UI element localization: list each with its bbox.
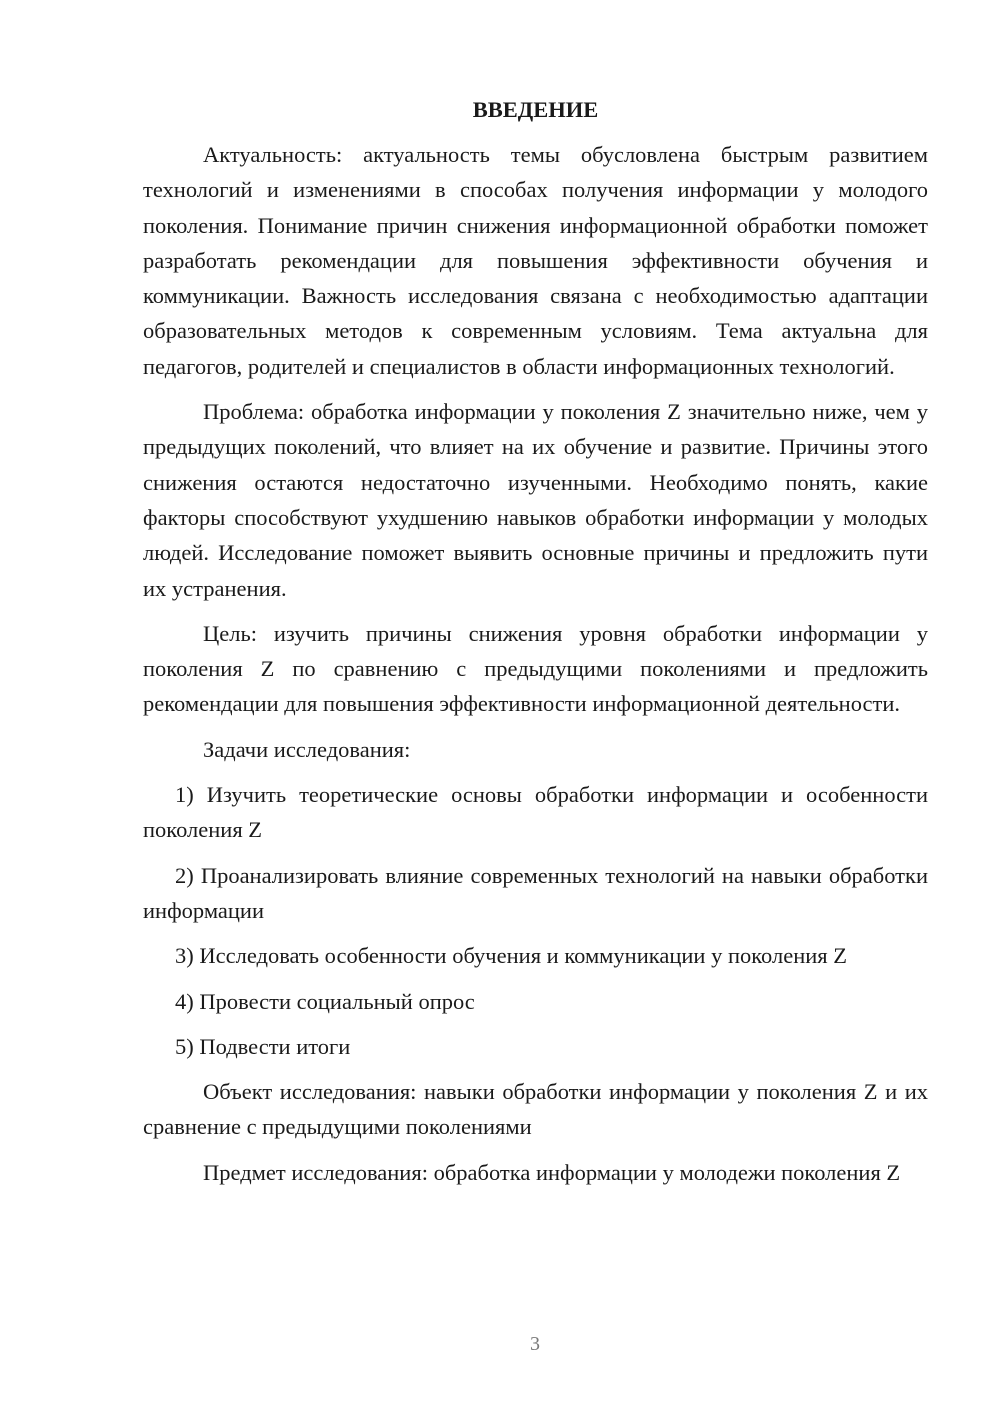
task-item-3: 3) Исследовать особенности обучения и коммуникации у поколения Z xyxy=(175,943,848,969)
tasks-heading: Задачи исследования: xyxy=(203,736,411,762)
page-content xyxy=(143,95,928,1200)
section-title: ВВЕДЕНИЕ xyxy=(472,97,599,122)
task-item-2: 2) Проанализировать влияние современных технологий на навыки обработки информации xyxy=(143,862,928,923)
object-paragraph: Объект исследования: навыки обработки информации у поколения Z и их сравнение с предыдущими поколениями xyxy=(143,1079,928,1140)
task-item-4: 4) Провести социальный опрос xyxy=(175,988,475,1014)
problem-paragraph: Проблема: обработка информации у поколения Z значительно ниже, чем у предыдущих поколений, что влияет на их обучение и развитие. Причины этого снижения остаются недостаточно изученными. Необходимо понять, какие факторы способствуют ухудшению навыков обработки информации у молодых людей. Исследование поможет выявить основные причины и предложить пути их устранения. xyxy=(143,399,928,601)
task-item-1: 1) Изучить теоретические основы обработки информации и особенности поколения Z xyxy=(143,782,928,843)
task-item-5: 5) Подвести итоги xyxy=(175,1033,351,1059)
subject-paragraph: Предмет исследования: обработка информации у молодежи поколения Z xyxy=(203,1159,901,1185)
page-number: 3 xyxy=(530,1333,540,1355)
goal-paragraph: Цель: изучить причины снижения уровня обработки информации у поколения Z по сравнению с предыдущими поколениями и предложить рекомендации для повышения эффективности информационной деятельности. xyxy=(143,620,928,717)
relevance-paragraph: Актуальность: актуальность темы обусловлена быстрым развитием технологий и изменениями в способах получения информации у молодого поколения. Понимание причин снижения информационной обработки поможет разработать рекомендации для повышения эффективности обучения и коммуникации. Важность исследования связана с необходимостью адаптации образовательных методов к современным условиям. Тема актуальна для педагогов, родителей и специалистов в области информационных технологий. xyxy=(143,142,928,379)
